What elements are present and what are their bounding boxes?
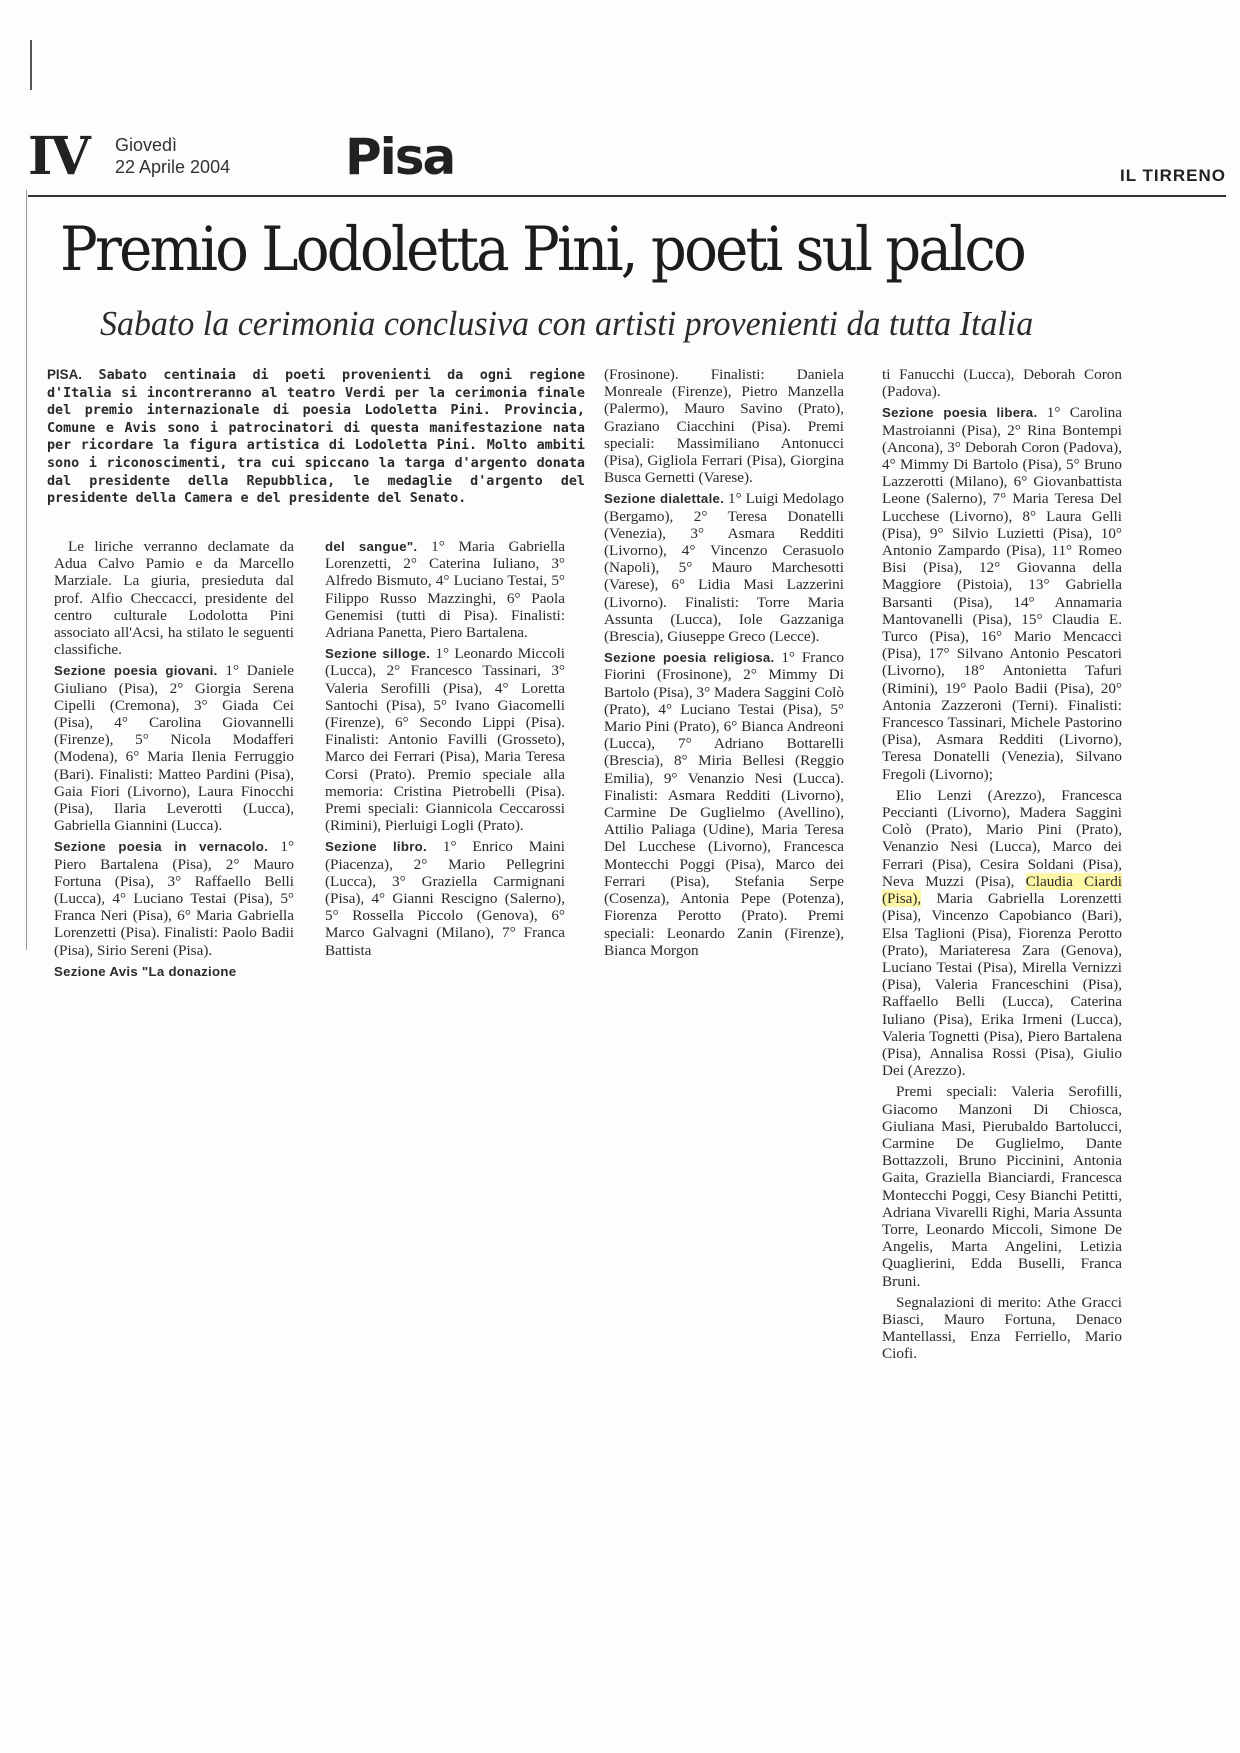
section-heading: Sezione dialettale. xyxy=(604,491,725,507)
section-text: 1° Franco Fiorini (Frosinone), 2° Mimmy Di Bartolo (Pisa), 3° Madera Saggini Colò (Prato), 4° Luciano Testai (Pisa), 5° Mario Pini (Prato), 6° Bianca Andreoni (Lucca), 7° Adriano Bottarelli (Brescia), 8° Miria Bellesi (Reggio Emilia), 9° Venanzio Nesi (Lucca). Finalisti: Asmara Redditi (Livorno), Carmine De Guglielmo (Avellino), Attilio Paliaga (Udine), Maria Teresa Del Lucchese (Livorno), Francesca Montecchi Poggi (Pisa), Marco dei Ferrari (Pisa), Stefania Serpe (Cosenza), Antonia Pepe (Potenza), Fiorenza Perotto (Prato). Premi speciali: Leonardo Zanin (Firenze), Bianca Morgon xyxy=(604,649,845,959)
day-label: Giovedì xyxy=(115,135,178,155)
scan-edge-mark xyxy=(30,40,32,90)
newspaper-masthead: IL TIRRENO xyxy=(1119,166,1226,185)
header-rule xyxy=(28,195,1226,197)
section-text: 1° Piero Bartalena (Pisa), 2° Mauro Fortuna (Pisa), 3° Raffaello Belli (Lucca), 4° Luciano Testai (Pisa), 5° Franca Neri (Pisa), 6° Maria Gabriella Lorenzetti (Pisa). Finalisti: Paolo Badii (Pisa), Sirio Sereni (Pisa). xyxy=(54,838,295,959)
subheadline: Sabato la cerimonia conclusiva con artisti provenienti da tutta Italia xyxy=(100,304,1034,343)
column-4 xyxy=(882,366,1122,1367)
section-heading: Sezione Avis "La donazione xyxy=(54,963,237,979)
section-libro xyxy=(325,838,565,958)
section-libro-cont: (Frosinone). Finalisti: Daniela Monreale (Firenze), Pietro Manzella (Palermo), Mauro Savino (Prato), Graziano Ciacchini (Pisa). Premi speciali: Massimiliano Antonucci (Pisa), Gigliola Ferrari (Pisa), Giorgina Busca Gernetti (Varese). xyxy=(604,366,844,487)
section-heading: Sezione poesia in vernacolo. xyxy=(54,839,269,855)
section-dialettale xyxy=(604,490,844,645)
section-heading: Sezione libro. xyxy=(325,839,427,855)
section-religiosa xyxy=(604,649,844,959)
section-title: Pisa xyxy=(345,128,455,186)
section-vernacolo xyxy=(54,838,294,958)
lead-text: Sabato centinaia di poeti provenienti da ogni regione d'Italia si incontreranno al teatro Verdi per la cerimonia finale del premio internazionale di poesia Lodoletta Pini. Provincia, Comune e Avis sono i patrocinatori di questa manifestazione nata per ricordare la figura artistica di Lodoletta Pini. Molto ambiti sono i riconoscimenti, tra cui spiccano la targa d'argento donata dal presidente della Repubblica, le medaglie d'argento del presidente della Camera e del presidente del Senato. xyxy=(47,368,586,507)
scan-edge-line xyxy=(26,190,27,950)
finalisti-text: Maria Gabriella Lorenzetti (Pisa), Vincenzo Capobianco (Bari), Elsa Taglioni (Pisa), Fiorenza Perotto (Prato), Mariateresa Zara (Genova), Luciano Testai (Pisa), Mirella Vernizzi (Pisa), Valeria Franceschini (Pisa), Raffaello Belli (Lucca), Caterina Iuliano (Pisa), Erika Irmeni (Lucca), Valeria Tognetti (Pisa), Piero Bartalena (Pisa), Annalisa Rossi (Pisa), Giulio Dei (Arezzo). xyxy=(882,890,1123,1080)
segnalazioni: Segnalazioni di merito: Athe Gracci Biasci, Mauro Fortuna, Denaco Mantellassi, Enza Ferriello, Mario Ciofi. xyxy=(882,1293,1122,1363)
finalisti-continued xyxy=(882,787,1122,1079)
section-text: 1° Leonardo Miccoli (Lucca), 2° Francesco Tassinari, 3° Valeria Serofilli (Pisa), 4° Loretta Santochi (Pisa), 5° Ivano Giacomelli (Firenze), 6° Secondo Lippi (Pisa). Finalisti: Antonio Favilli (Grosseto), Marco dei Ferrari (Pisa), Maria Teresa Corsi (Prato). Premio speciale alla memoria: Cristina Pietrobelli (Pisa). Premi speciali: Giannicola Ceccarossi (Rimini), Pierluigi Logli (Prato). xyxy=(325,645,566,835)
dateline: PISA. xyxy=(47,367,82,382)
date-block xyxy=(115,134,230,178)
section-text: 1° Luigi Medolago (Bergamo), 2° Teresa Donatelli (Venezia), 3° Asmara Redditi (Livorno), 4° Vincenzo Cerasuolo (Napoli), 5° Mauro Marchesotti (Varese), 6° Lidia Masi Lazzerini (Livorno). Finalisti: Torre Maria Assunta (Lucca), Iole Gazzaniga (Brescia), Giuseppe Greco (Lecce). xyxy=(604,490,845,646)
column-1 xyxy=(54,538,294,984)
section-heading: Sezione poesia libera. xyxy=(882,405,1038,421)
section-heading: del sangue". xyxy=(325,539,418,554)
section-avis-cont xyxy=(325,538,565,641)
section-heading: Sezione silloge. xyxy=(325,646,431,662)
section-religiosa-cont: ti Fanucchi (Lucca), Deborah Coron (Padova). xyxy=(882,366,1122,401)
highlighted-name: Claudia Ciardi (Pisa), xyxy=(882,872,1123,908)
column-3 xyxy=(604,366,844,963)
section-text: 1° Enrico Maini (Piacenza), 2° Mario Pellegrini (Lucca), 3° Graziella Carmignani (Pisa), 4° Gianni Rescigno (Salerno), 5° Rossella Piccolo (Genova), 6° Marco Galvagni (Milano), 7° Franca Battista xyxy=(325,838,565,959)
section-heading: Sezione poesia religiosa. xyxy=(604,650,775,666)
section-libera xyxy=(882,404,1122,782)
premi-speciali: Premi speciali: Valeria Serofilli, Giacomo Manzoni Di Chiosca, Giuliana Masi, Pierubaldo Bartolucci, Carmine De Guglielmo, Dante Bottazzoli, Bruno Piccinini, Antonia Gaita, Graziella Bianciardi, Francesca Montecchi Poggi, Cesy Bianchi Petitti, Adriana Vivarelli Righi, Maria Assunta Torre, Leonardo Miccoli, Simone De Angelis, Marta Angelini, Letizia Quaglierini, Edda Buselli, Franca Bruni. xyxy=(882,1083,1122,1290)
section-text: 1° Carolina Mastroianni (Pisa), 2° Rina Bontempi (Ancona), 3° Deborah Coron (Padova), 4° Mimmy Di Bartolo (Pisa), 5° Bruno Lazzerotti (Milano), 6° Giovanbattista Leone (Salerno), 7° Maria Teresa Del Lucchese (Livorno), 8° Laura Gelli (Pisa), 9° Silvio Luzietti (Pisa), 10° Antonio Zampardo (Pisa), 11° Romeo Bisi (Pisa), 12° Giovanna della Maggiore (Pistoia), 13° Gabriella Barsanti (Pisa), 14° Annamaria Mantovanelli (Pisa), 15° Claudia E. Turco (Pisa), 16° Mario Mencacci (Pisa), 17° Silvano Antonio Pescatori (Livorno), 18° Antonietta Tafuri (Rimini), 19° Paolo Badii (Pisa), 20° Antonia Zazzeroni (Terni). Finalisti: Francesco Tassinari, Michele Pastorino (Pisa), Asmara Redditi (Livorno), Teresa Donatelli (Venezia), Silvano Fregoli (Livorno); xyxy=(882,404,1123,783)
headline: Premio Lodoletta Pini, poeti sul palco xyxy=(60,214,1025,285)
section-silloge xyxy=(325,645,565,834)
lead-paragraph xyxy=(47,366,585,508)
column-2 xyxy=(325,538,565,963)
section-giovani xyxy=(54,662,294,834)
intro-paragraph: Le liriche verranno declamate da Adua Calvo Pamio e da Marcello Marziale. La giuria, presieduta dal prof. Alfio Checcacci, presidente del centro culturale Lodolotta Pini associato all'Acsi, ha stilato le seguenti classifiche. xyxy=(54,538,294,659)
section-avis-start xyxy=(54,963,294,980)
page-number: IV xyxy=(28,126,89,187)
section-heading: Sezione poesia giovani. xyxy=(54,663,218,679)
finalisti-text: Elio Lenzi (Arezzo), Francesca Peccianti (Livorno), Madera Saggini Colò (Prato), Mario Pini (Prato), Venanzio Nesi (Lucca), Marco dei Ferrari (Pisa), Cesira Soldani (Pisa), Neva Muzzi (Pisa), xyxy=(882,786,1122,890)
date-label: 22 Aprile 2004 xyxy=(115,157,231,177)
section-text: 1° Daniele Giuliano (Pisa), 2° Giorgia Serena Cipelli (Cremona), 3° Giada Cei (Pisa), 4° Carolina Giovannelli (Firenze), 5° Nicola Modafferi (Modena), 6° Maria Ilenia Ferruggio (Bari). Finalisti: Matteo Pardini (Pisa), Gaia Fiori (Livorno), Laura Finocchi (Pisa), Ilaria Leverotti (Lucca), Gabriella Giannini (Lucca). xyxy=(54,662,295,835)
section-text: 1° Maria Gabriella Lorenzetti, 2° Caterina Iuliano, 3° Alfredo Bismuto, 4° Luciano Testai, 5° Filippo Russo Mazzinghi, 6° Paola Genemisi (tutti di Pisa). Finalisti: Adriana Panetta, Piero Bartalena. xyxy=(325,538,566,642)
